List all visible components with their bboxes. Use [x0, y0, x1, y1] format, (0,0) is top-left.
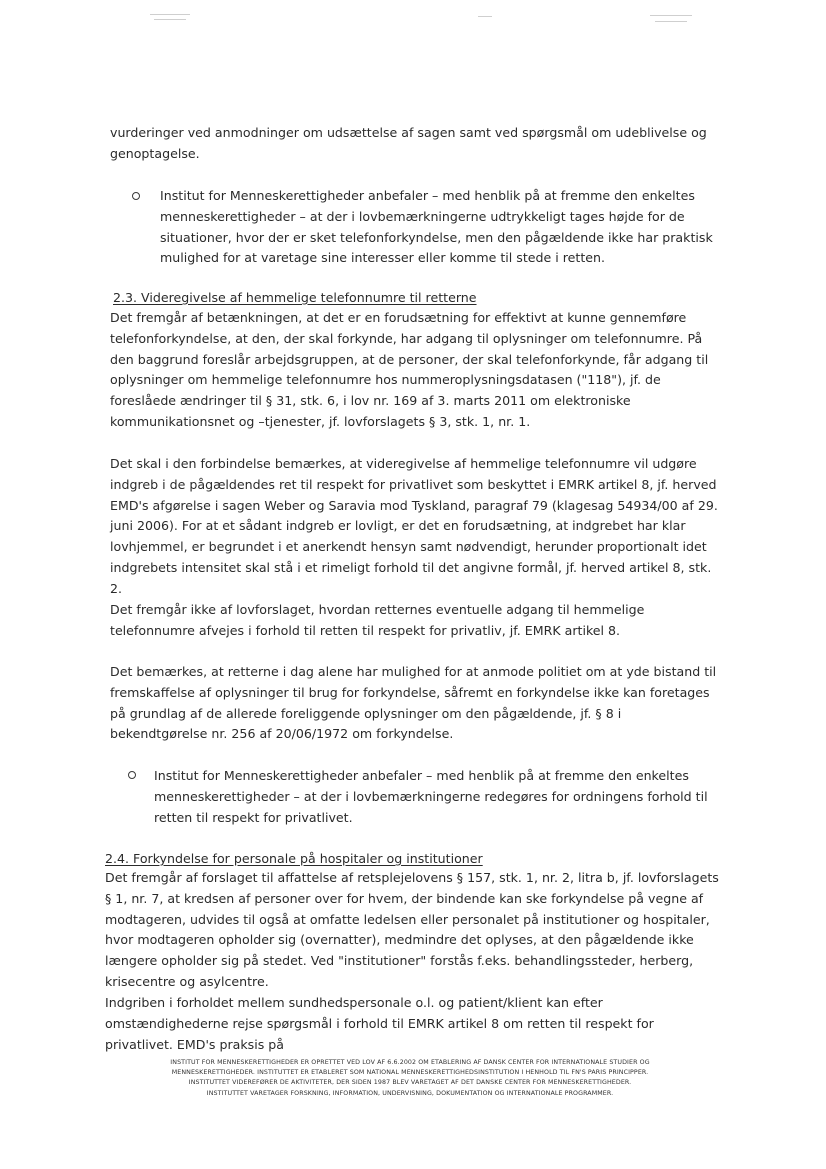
footer-line: INSTITUTTET VIDEREFØRER DE AKTIVITETER, DER SIDEN 1987 BLEV VARETAGET AF DET DANSKE CENTER FOR MENNESKERETTIGHEDER. [188, 1079, 632, 1087]
bullet-circle-icon [132, 192, 140, 200]
footer-line: MENNESKERETTIGHEDER. INSTITUTTET ER ETABLERET SOM NATIONAL MENNESKERETTIGHEDSINSTITUTION I HENHOLD TIL FN'S PARIS PRINCIPPER. [171, 1069, 649, 1077]
section-2-3-paragraph-3: Det fremgår ikke af lovforslaget, hvordan retternes eventuelle adgang til hemmelige telefonnumre afvejes i forhold til retten til respekt for privatliv, jf. EMRK artikel 8. [110, 602, 645, 638]
scan-artifact [154, 19, 186, 20]
bullet-circle-icon [128, 771, 136, 779]
recommendation-1: Institut for Menneskerettigheder anbefaler – med henblik på at fremme den enkeltes menneskerettigheder – at der i lovbemærkningerne udtrykkeligt tages højde for de situationer, hvor der er sket telefonforkyndelse, men den pågældende ikke har praktisk mulighed for at varetage sine interesser eller komme til stede i retten. [160, 188, 713, 266]
section-2-4-paragraph-2: Indgriben i forholdet mellem sundhedspersonale o.l. og patient/klient kan efter omstændighederne rejse spørgsmål i forhold til EMRK artikel 8 om retten til respekt for privatlivet. EMD's praksis på [105, 995, 654, 1052]
footer-line: INSTITUTTET VARETAGER FORSKNING, INFORMATION, UNDERVISNING, DOKUMENTATION OG INTERNATIONALE PROGRAMMER. [206, 1089, 614, 1097]
scan-artifact [150, 14, 190, 15]
recommendation-2: Institut for Menneskerettigheder anbefaler – med henblik på at fremme den enkeltes menneskerettigheder – at der i lovbemærkningerne redegøres for ordningens forhold til retten til respekt for privatlivet. [154, 768, 708, 825]
section-heading-2-3: 2.3. Videregivelse af hemmelige telefonnumre til retterne [113, 290, 477, 305]
section-2-4-paragraph-1: Det fremgår af forslaget til affattelse af retsplejelovens § 157, stk. 1, nr. 2, litra b, jf. lovforslagets § 1, nr. 7, at kredsen af personer over for hvem, der bindende kan ske forkyndelse på vegne af modtageren, udvides til også at omfatte ledelsen eller personalet på institutioner og hospitaler, hvor modtageren opholder sig (overnatter), medmindre det oplyses, at den pågældende ikke længere opholder sig på stedet. Ved "institutioner" forstås f.eks. behandlingssteder, herberg, krisecentre og asylcentre. [105, 870, 719, 989]
section-2-3-paragraph-2: Det skal i den forbindelse bemærkes, at videregivelse af hemmelige telefonnumre vil udgøre indgreb i de pågældendes ret til respekt for privatlivet som beskyttet i EMRK artikel 8, jf. herved EMD's afgørelse i sagen Weber og Saravia mod Tyskland, paragraf 79 (klagesag 54934/00 af 29. juni 2006). For at et sådant indgreb er lovligt, er det en forudsætning, at indgrebet har klar lovhjemmel, er begrundet i et anerkendt hensyn samt nødvendigt, herunder proportionalt idet indgrebets intensitet skal stå i et rimeligt forhold til det angivne formål, jf. herved artikel 8, stk. 2. [110, 456, 718, 596]
section-2-3-paragraph-4: Det bemærkes, at retterne i dag alene har mulighed for at anmode politiet om at yde bistand til fremskaffelse af oplysninger til brug for forkyndelse, såfremt en forkyndelse ikke kan foretages på grundlag af de allerede foreliggende oplysninger om den pågældende, jf. § 8 i bekendtgørelse nr. 256 af 20/06/1972 om forkyndelse. [110, 664, 717, 742]
intro-paragraph: vurderinger ved anmodninger om udsættelse af sagen samt ved spørgsmål om udeblivelse og genoptagelse. [110, 125, 707, 161]
footer-line: INSTITUT FOR MENNESKERETTIGHEDER ER OPRETTET VED LOV AF 6.6.2002 OM ETABLERING AF DANSK CENTER FOR INTERNATIONALE STUDIER OG [170, 1059, 650, 1066]
scan-artifact [478, 16, 492, 17]
section-heading-2-4: 2.4. Forkyndelse for personale på hospitaler og institutioner [105, 851, 483, 866]
section-2-3-paragraph-1: Det fremgår af betænkningen, at det er en forudsætning for effektivt at kunne gennemføre telefonforkyndelse, at den, der skal forkynde, har adgang til oplysninger om telefonnumre. På den baggrund foreslår arbejdsgruppen, at de personer, der skal telefonforkynde, får adgang til oplysninger om hemmelige telefonnumre hos nummeroplysningsdatasen ("118"), jf. de foreslåede ændringer til § 31, stk. 6, i lov nr. 169 af 3. marts 2011 om elektroniske kommunikationsnet og –tjenester, jf. lovforslagets § 3, stk. 1, nr. 1. [110, 310, 709, 429]
scan-artifact [655, 21, 687, 22]
scan-artifact [650, 15, 692, 16]
institution-footer [140, 1058, 680, 1099]
